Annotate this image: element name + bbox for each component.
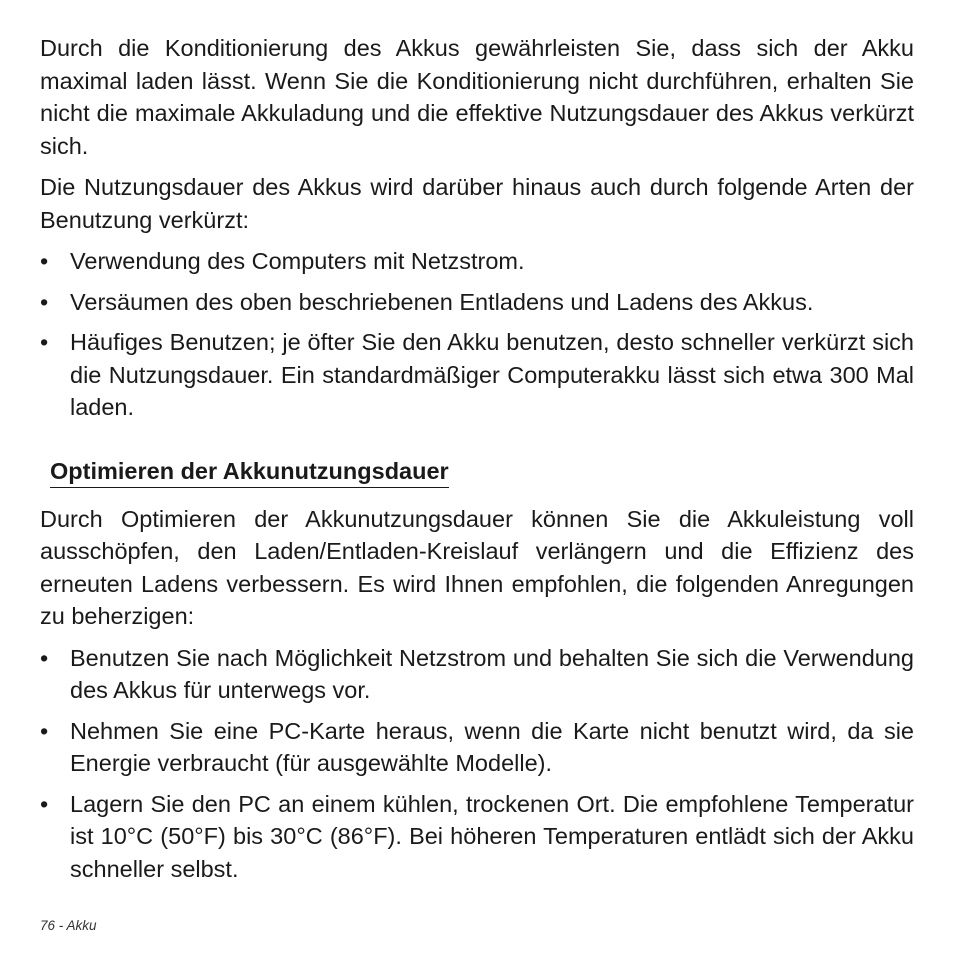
list-item <box>40 715 914 780</box>
bullet-marker: • <box>40 717 49 744</box>
bullet-marker: • <box>40 644 49 671</box>
page-footer: 76 - Akku <box>40 918 97 933</box>
list-item-text: Verwendung des Computers mit Netzstrom. <box>70 248 525 274</box>
list-item-text: Benutzen Sie nach Möglichkeit Netzstrom und behalten Sie sich die Verwendung des Akkus für unterwegs vor. <box>70 644 914 703</box>
bullet-marker: • <box>40 288 49 315</box>
list-item <box>40 788 914 886</box>
bullet-marker: • <box>40 790 49 817</box>
list-item-text: Häufiges Benutzen; je öfter Sie den Akku benutzen, desto schneller verkürzt sich die Nutzungsdauer. Ein standardmäßiger Computerakku lässt sich etwa 300 Mal laden. <box>70 329 914 420</box>
list-lifetime-factors <box>40 245 914 424</box>
list-optimize-tips <box>40 642 914 886</box>
paragraph-lifetime: Die Nutzungsdauer des Akkus wird darüber hinaus auch durch folgende Arten der Benutzung verkürzt: <box>40 174 914 233</box>
list-item-text: Versäumen des oben beschriebenen Entladens und Ladens des Akkus. <box>70 288 814 315</box>
bullet-marker: • <box>40 329 49 355</box>
list-item <box>40 245 914 278</box>
paragraph-conditioning: Durch die Konditionierung des Akkus gewährleisten Sie, dass sich der Akku maximal laden lässt. Wenn Sie die Konditionierung nicht durchführen, erhalten Sie nicht die maximale Akkuladung und die effektive Nutzungsdauer des Akkus verkürzt sich. <box>40 35 914 159</box>
list-item-text: Lagern Sie den PC an einem kühlen, trockenen Ort. Die empfohlene Temperatur ist 10°C (50°F) bis 30°C (86°F). Bei höheren Temperaturen entlädt sich der Akku schneller selbst. <box>70 790 914 882</box>
list-item <box>40 326 914 424</box>
bullet-marker: • <box>40 248 49 274</box>
page-content <box>40 32 914 893</box>
list-item <box>40 286 914 319</box>
list-item <box>40 642 914 707</box>
paragraph-optimize-intro: Durch Optimieren der Akkunutzungsdauer können Sie die Akkuleistung voll ausschöpfen, den Laden/Entladen-Kreislauf verlängern und die Effizienz des erneuten Ladens verbessern. Es wird Ihnen empfohlen, die folgenden Anregungen zu beherzigen: <box>40 505 914 629</box>
section-heading: Optimieren der Akkunutzungsdauer <box>50 455 449 488</box>
list-item-text: Nehmen Sie eine PC-Karte heraus, wenn die Karte nicht benutzt wird, da sie Energie verbraucht (für ausgewählte Modelle). <box>70 717 914 776</box>
